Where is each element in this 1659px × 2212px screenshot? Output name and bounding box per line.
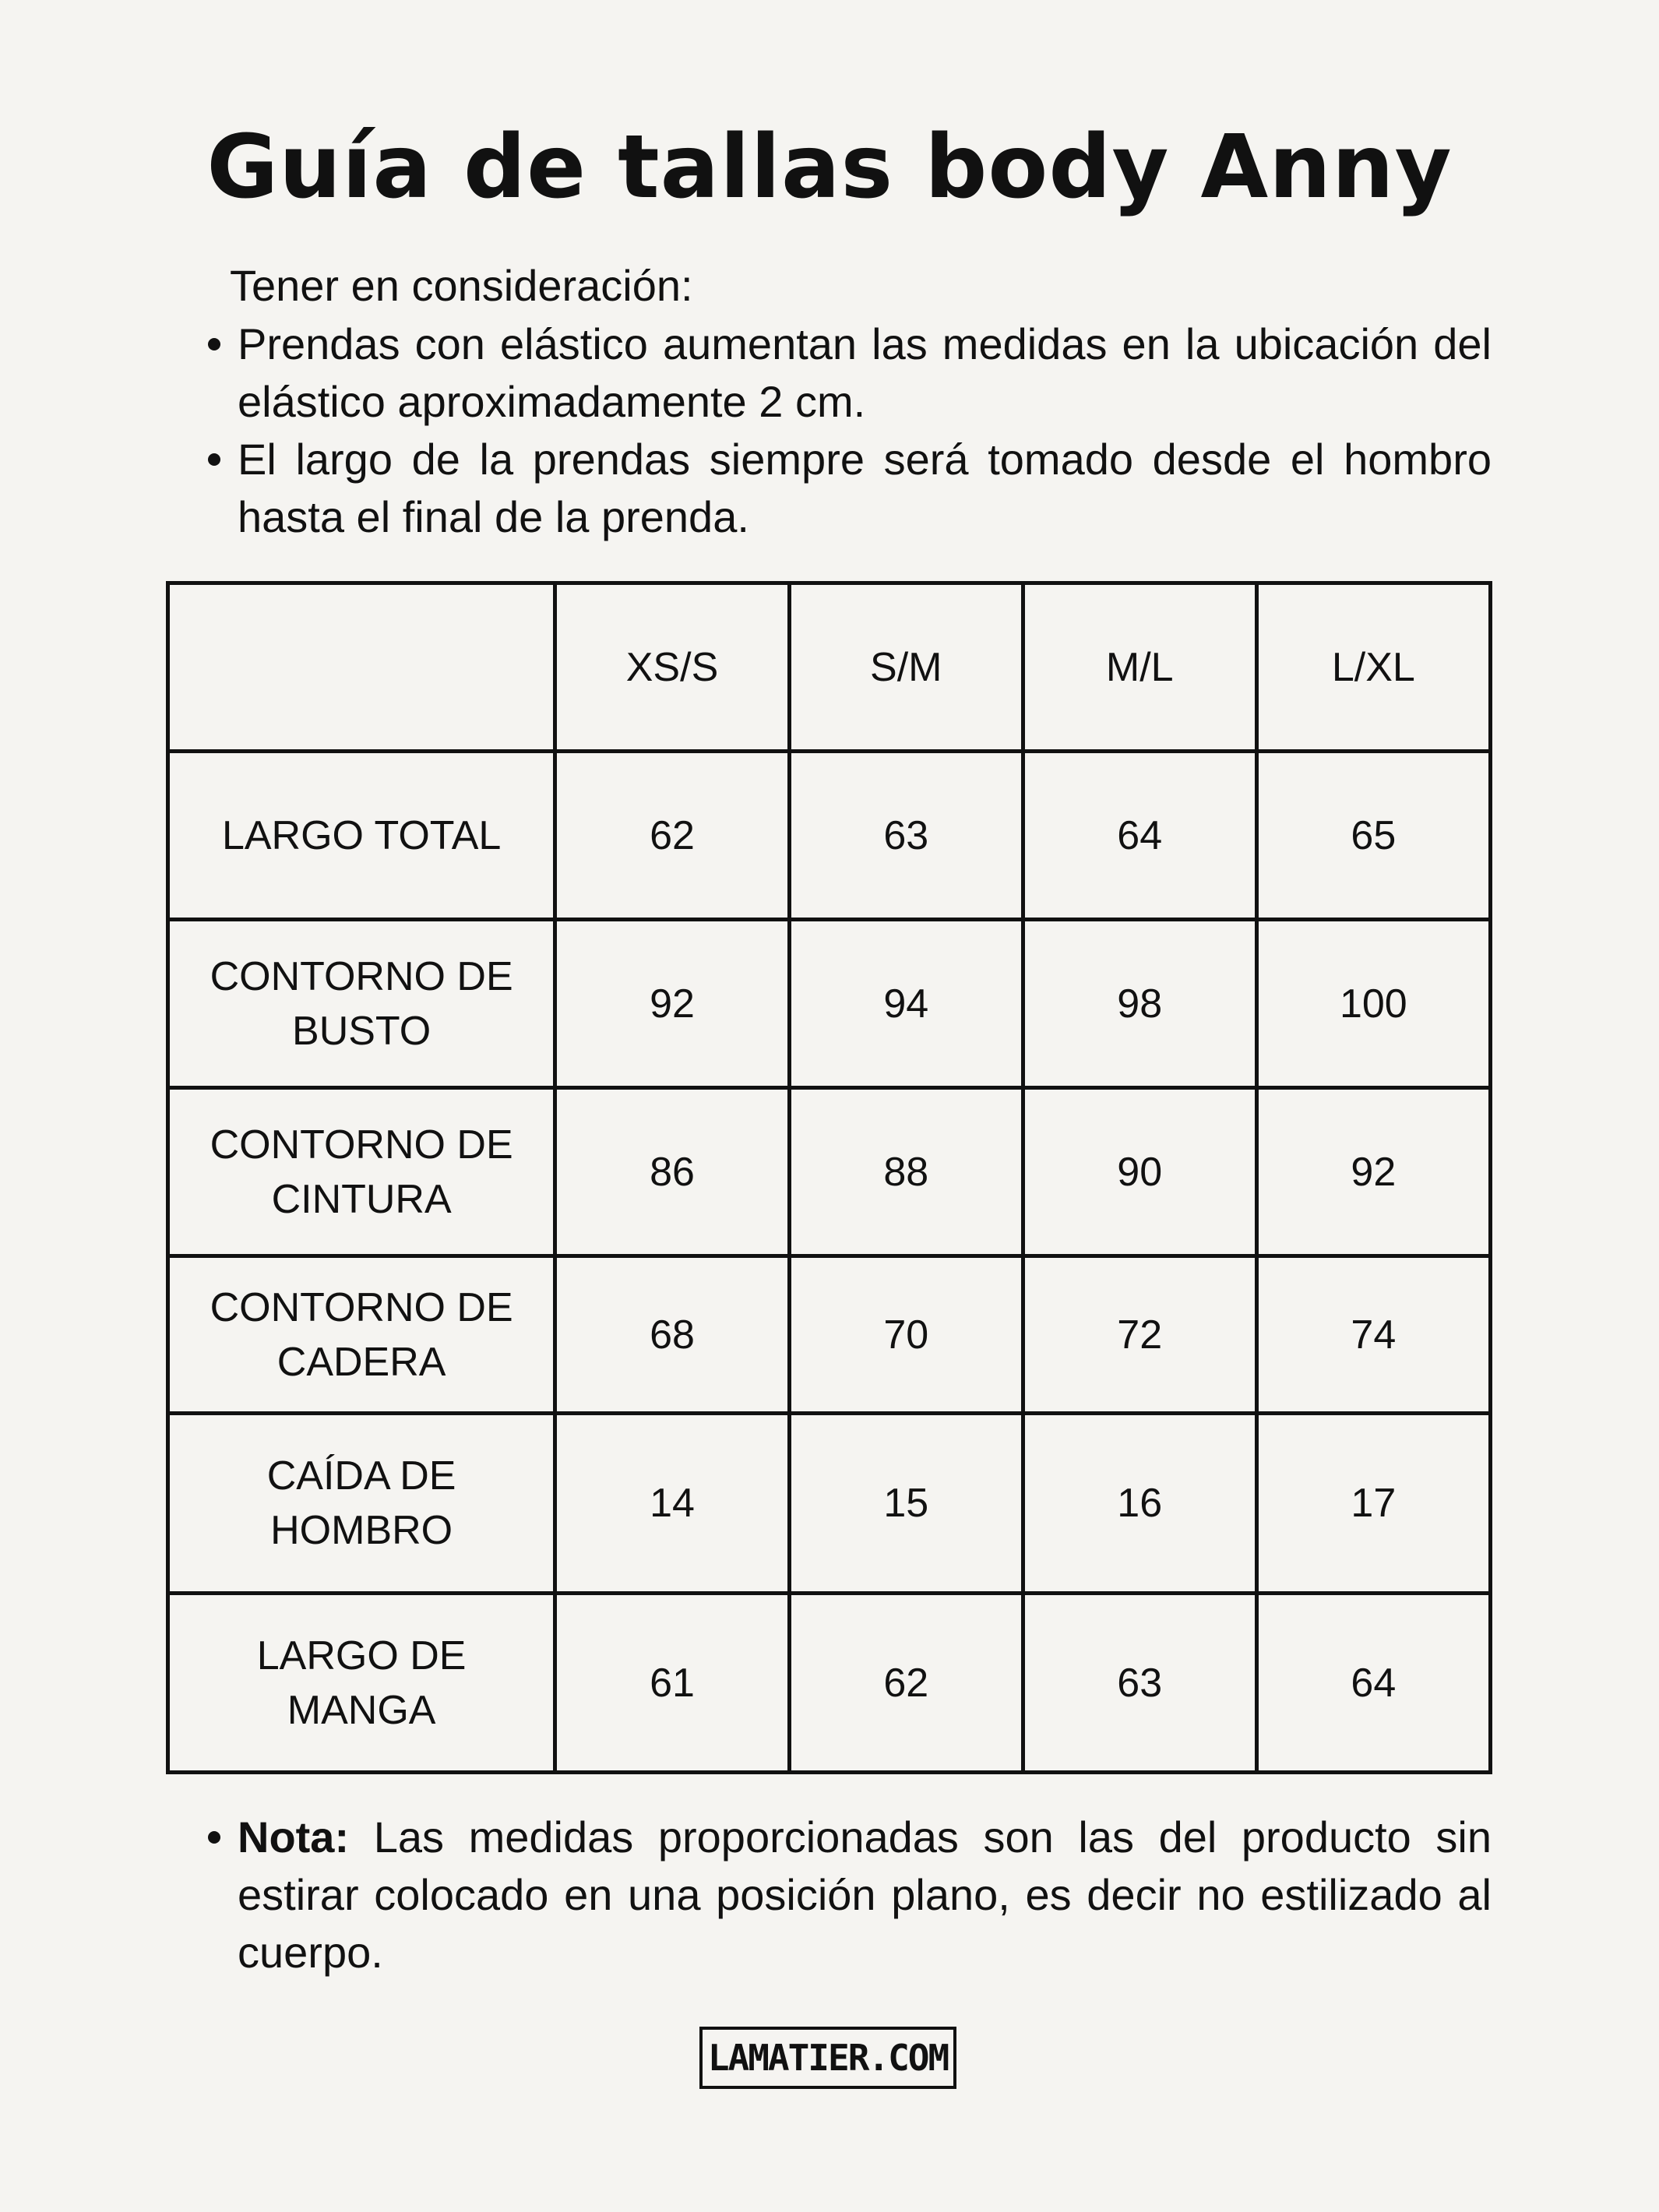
table-cell: 72 bbox=[1023, 1256, 1256, 1414]
table-cell: 65 bbox=[1256, 752, 1490, 920]
table-cell: 64 bbox=[1023, 752, 1256, 920]
header-cell-m-l: M/L bbox=[1023, 583, 1256, 752]
table-cell: 94 bbox=[789, 920, 1023, 1088]
table-cell: 62 bbox=[789, 1594, 1023, 1773]
row-label: CONTORNO DE CADERA bbox=[168, 1256, 555, 1414]
table-cell: 92 bbox=[555, 920, 790, 1088]
table-row bbox=[168, 1256, 1491, 1414]
row-label: LARGO TOTAL bbox=[168, 752, 555, 920]
consideration-list bbox=[238, 315, 1492, 546]
table-cell: 61 bbox=[555, 1594, 790, 1773]
note-paragraph bbox=[238, 1809, 1492, 1981]
note-label: Nota: bbox=[238, 1812, 350, 1862]
header-cell-l-xl: L/XL bbox=[1256, 583, 1490, 752]
row-label: CONTORNO DE BUSTO bbox=[168, 920, 555, 1088]
table-cell: 90 bbox=[1023, 1088, 1256, 1256]
table-cell: 88 bbox=[789, 1088, 1023, 1256]
intro-text: Tener en consideración: bbox=[230, 261, 693, 310]
table-row bbox=[168, 920, 1491, 1088]
bullet-icon bbox=[208, 338, 220, 350]
list-item bbox=[238, 431, 1492, 546]
table-cell: 92 bbox=[1256, 1088, 1490, 1256]
table-cell: 16 bbox=[1023, 1414, 1256, 1594]
table-row bbox=[168, 1414, 1491, 1594]
header-cell-xs-s: XS/S bbox=[555, 583, 790, 752]
table-cell: 17 bbox=[1256, 1414, 1490, 1594]
page-title: Guía de tallas body Anny bbox=[206, 117, 1453, 218]
list-item bbox=[238, 315, 1492, 431]
table-cell: 74 bbox=[1256, 1256, 1490, 1414]
table-cell: 98 bbox=[1023, 920, 1256, 1088]
table-cell: 86 bbox=[555, 1088, 790, 1256]
row-label: LARGO DE MANGA bbox=[168, 1594, 555, 1773]
note-text: Las medidas proporcionadas son las del producto sin estirar colocado en una posición plano, es decir no estilizado al cuerpo. bbox=[238, 1812, 1492, 1977]
table-header-row bbox=[168, 583, 1491, 752]
table-cell: 68 bbox=[555, 1256, 790, 1414]
row-label: CONTORNO DE CINTURA bbox=[168, 1088, 555, 1256]
bullet-text: Prendas con elástico aumentan las medidas en la ubicación del elástico aproximadamente 2 cm. bbox=[238, 319, 1492, 426]
row-label: CAÍDA DE HOMBRO bbox=[168, 1414, 555, 1594]
size-table bbox=[166, 581, 1492, 1774]
table-cell: 14 bbox=[555, 1414, 790, 1594]
table-row bbox=[168, 752, 1491, 920]
table-cell: 70 bbox=[789, 1256, 1023, 1414]
bullet-text: El largo de la prendas siempre será tomado desde el hombro hasta el final de la prenda. bbox=[238, 435, 1492, 541]
table-cell: 63 bbox=[789, 752, 1023, 920]
bullet-icon bbox=[208, 1831, 220, 1844]
table-cell: 100 bbox=[1256, 920, 1490, 1088]
website-link[interactable]: LAMATIER.COM bbox=[699, 2027, 956, 2089]
table-row bbox=[168, 1594, 1491, 1773]
header-cell-empty bbox=[168, 583, 555, 752]
table-cell: 15 bbox=[789, 1414, 1023, 1594]
header-cell-s-m: S/M bbox=[789, 583, 1023, 752]
table-cell: 64 bbox=[1256, 1594, 1490, 1773]
bullet-icon bbox=[208, 453, 220, 466]
table-cell: 62 bbox=[555, 752, 790, 920]
table-row bbox=[168, 1088, 1491, 1256]
table-cell: 63 bbox=[1023, 1594, 1256, 1773]
